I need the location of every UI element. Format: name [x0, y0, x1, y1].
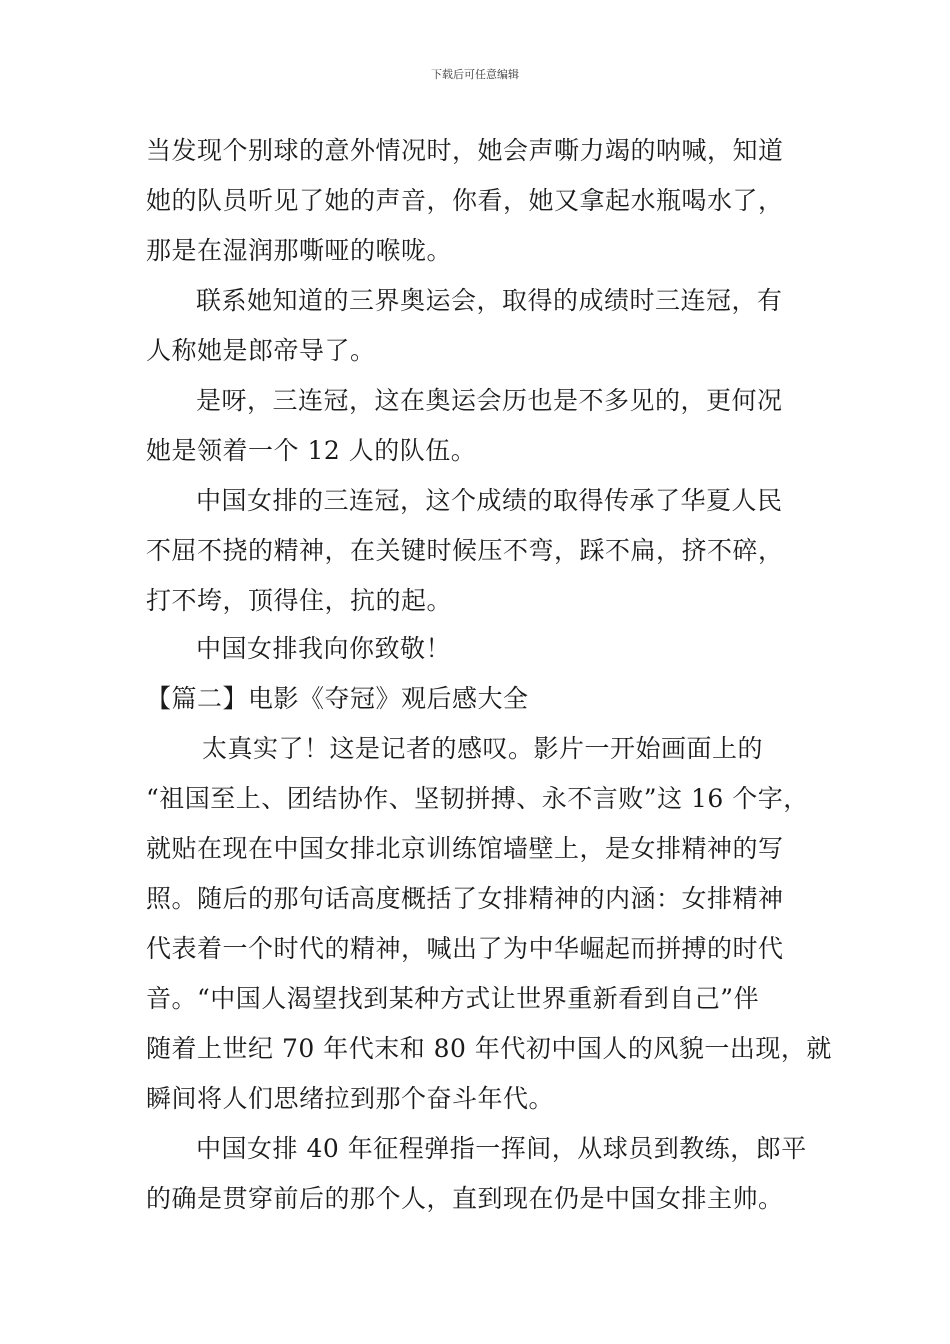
text-line: 当发现个别球的意外情况时，她会声嘶力竭的呐喊，知道 [146, 136, 784, 165]
text-line: 中国女排 40 年征程弹指一挥间，从球员到教练，郎平 [196, 1134, 807, 1163]
text-line: 人称她是郎帝导了。 [146, 336, 376, 365]
text-line: 联系她知道的三界奥运会，取得的成绩时三连冠，有 [196, 286, 783, 315]
page-header: 下载后可任意编辑 [431, 68, 519, 81]
text-line: 那是在湿润那嘶哑的喉咙。 [146, 236, 453, 265]
text-line: 的确是贯穿前后的那个人，直到现在仍是中国女排主帅。 [146, 1184, 784, 1213]
text-line: “祖国至上、团结协作、坚韧拼搏、永不言败”这 16 个字， [146, 784, 809, 813]
text-line: 随着上世纪 70 年代末和 80 年代初中国人的风貌一出现，就 [146, 1034, 832, 1063]
text-line: 打不垮，顶得住，抗的起。 [146, 586, 453, 615]
text-line: 她的队员听见了她的声音，你看，她又拿起水瓶喝水了， [146, 186, 784, 215]
text-line: 中国女排我向你致敬！ [196, 634, 452, 663]
text-line: 是呀，三连冠，这在奥运会历也是不多见的，更何况 [196, 386, 783, 415]
text-line: 中国女排的三连冠，这个成绩的取得传承了华夏人民 [196, 486, 783, 515]
text-line: 就贴在现在中国女排北京训练馆墙壁上，是女排精神的写 [146, 834, 784, 863]
text-line: 太真实了！这是记者的感叹。影片一开始画面上的 [202, 734, 764, 763]
text-line: 她是领着一个 12 人的队伍。 [146, 436, 477, 465]
text-line: 音。“中国人渴望找到某种方式让世界重新看到自己”伴 [146, 984, 760, 1013]
text-line: 不屈不挠的精神，在关键时候压不弯，踩不扁，挤不碎， [146, 536, 784, 565]
text-line: 照。随后的那句话高度概括了女排精神的内涵：女排精神 [146, 884, 784, 913]
text-line: 瞬间将人们思绪拉到那个奋斗年代。 [146, 1084, 555, 1113]
text-line: 代表着一个时代的精神，喊出了为中华崛起而拼搏的时代 [146, 934, 784, 963]
section-heading: 【篇二】电影《夺冠》观后感大全 [146, 684, 529, 713]
